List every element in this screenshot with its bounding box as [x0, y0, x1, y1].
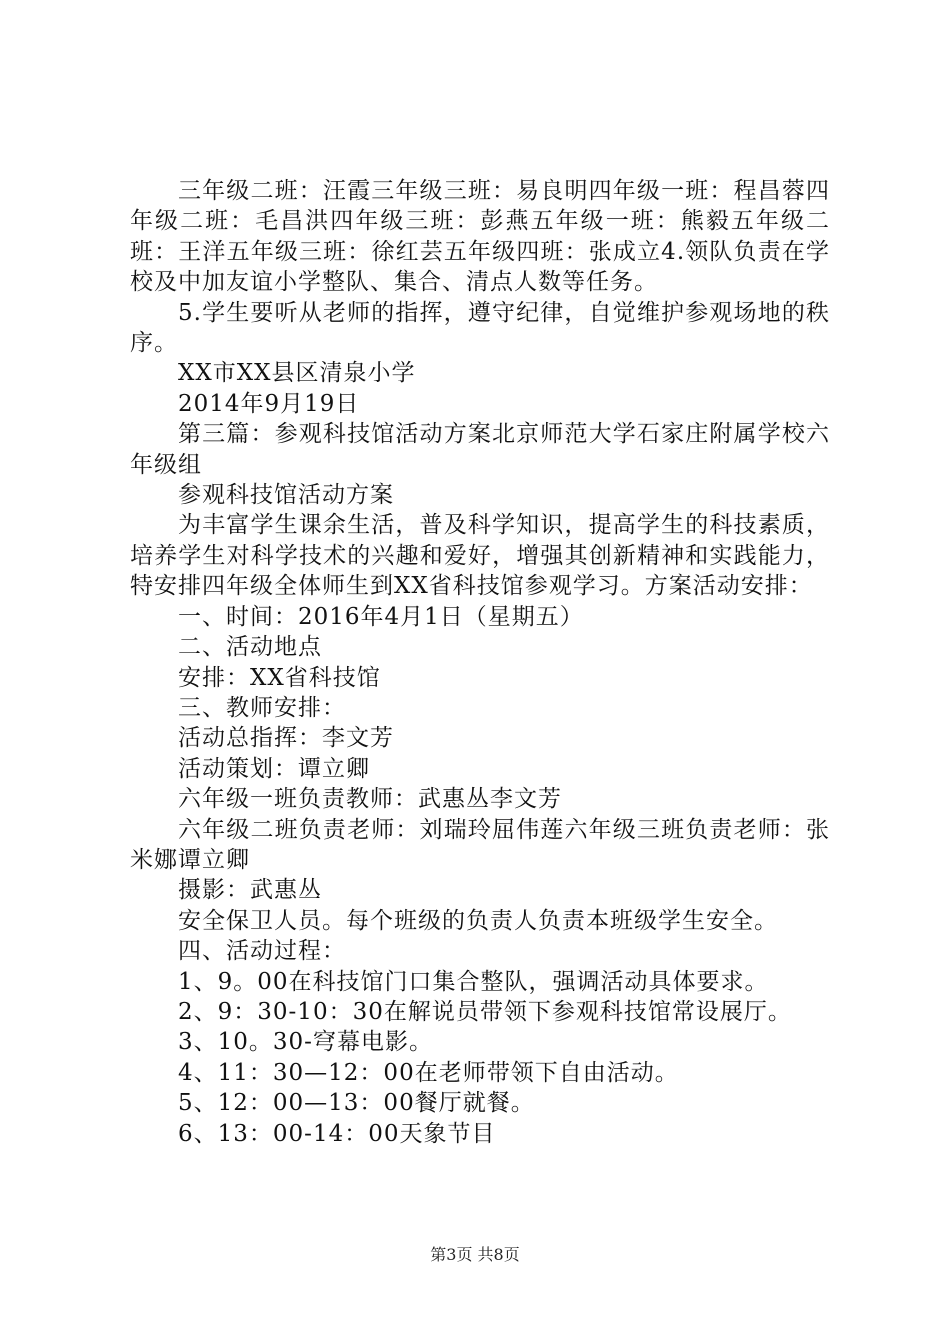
list-item: 四、活动过程：	[178, 938, 346, 965]
list-item: 5、12：00—13：00餐厅就餐。	[178, 1090, 535, 1117]
list-item: 活动策划：谭立卿	[178, 755, 370, 782]
section-heading: 第三篇：参观科技馆活动方案北京师范大学石家庄附属学校六年级组	[130, 421, 830, 478]
list-item: 摄影：武惠丛	[178, 877, 322, 904]
list-item: 一、时间：2016年4月1日（星期五）	[178, 603, 584, 630]
list-item: 三、教师安排：	[178, 694, 346, 721]
page-footer	[0, 1242, 950, 1265]
list-item: 2、9：30-10：30在解说员带领下参观科技馆常设展厅。	[178, 998, 792, 1025]
paragraph: 2014年9月19日	[178, 390, 360, 417]
list-item: 安排：XX省科技馆	[178, 664, 381, 691]
paragraph: 为丰富学生课余生活，普及科学知识，提高学生的科技素质，培养学生对科学技术的兴趣和爱好，增强其创新精神和实践能力，特安排四年级全体师生到XX省科技馆参观学习。方案活动安排：	[130, 512, 830, 600]
list-item: 二、活动地点	[178, 634, 322, 661]
document-body	[130, 176, 830, 1149]
list-item: 六年级一班负责教师：武惠丛李文芳	[178, 786, 562, 813]
list-item: 安全保卫人员。每个班级的负责人负责本班级学生安全。	[178, 907, 778, 934]
paragraph: XX市XX县区清泉小学	[178, 360, 416, 387]
page-number: 第3页 共8页	[430, 1245, 520, 1264]
list-item: 6、13：00-14：00天象节目	[178, 1120, 496, 1147]
list-item: 3、10。30-穹幕电影。	[178, 1029, 433, 1056]
paragraph: 5.学生要听从老师的指挥，遵守纪律，自觉维护参观场地的秩序。	[130, 299, 830, 357]
list-item: 4、11：30—12：00在老师带领下自由活动。	[178, 1059, 679, 1086]
list-item: 活动总指挥：李文芳	[178, 725, 394, 752]
list-item: 1、9。00在科技馆门口集合整队，强调活动具体要求。	[178, 968, 769, 995]
list-item: 六年级二班负责老师：刘瑞玲屈伟莲六年级三班负责老师：张米娜谭立卿	[130, 816, 830, 873]
document-title: 参观科技馆活动方案	[178, 482, 394, 509]
paragraph: 三年级二班：汪霞三年级三班：易良明四年级一班：程昌蓉四年级二班：毛昌洪四年级三班：彭燕五年级一班：熊毅五年级二班：王洋五年级三班：徐红芸五年级四班：张成立4.领队负责在学校及中加友谊小学整队、集合、清点人数等任务。	[130, 178, 830, 296]
